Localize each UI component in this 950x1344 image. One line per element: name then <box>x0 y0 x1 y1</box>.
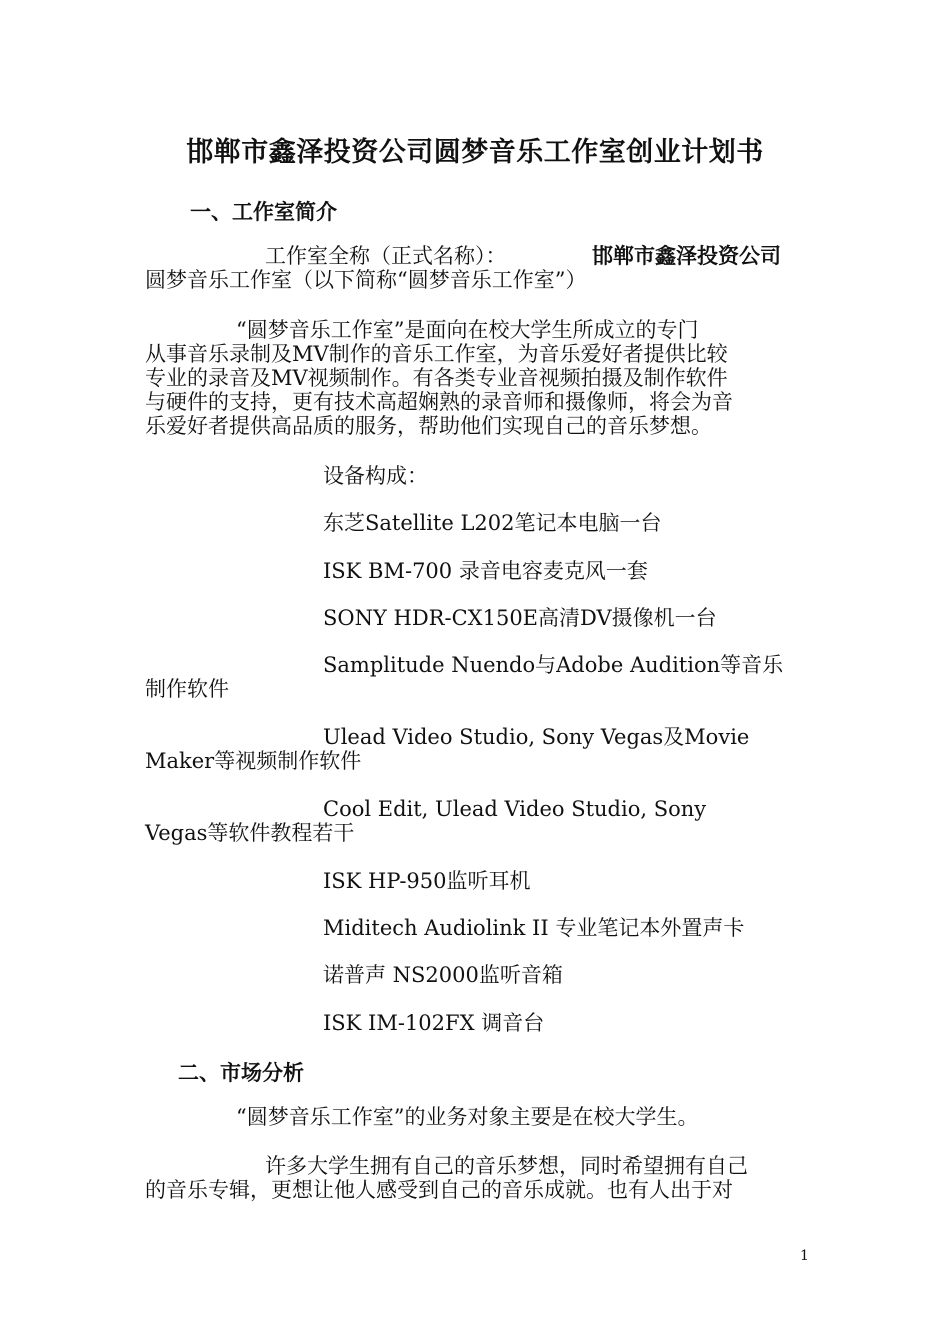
equipment-item-cont: 制作软件 <box>145 677 229 701</box>
equipment-item: Ulead Video Studio, Sony Vegas及Movie <box>323 725 750 749</box>
intro-line: “圆梦音乐工作室”是面向在校大学生所成立的专门 <box>236 318 699 342</box>
equipment-item: Samplitude Nuendo与Adobe Audition等音乐 <box>323 653 784 677</box>
equipment-item: 诺普声 NS2000监听音箱 <box>323 963 563 987</box>
equipment-item: ISK IM-102FX 调音台 <box>323 1011 545 1035</box>
equipment-item: SONY HDR-CX150E高清DV摄像机一台 <box>323 606 717 630</box>
fullname-rest: 圆梦音乐工作室（以下简称“圆梦音乐工作室”） <box>145 268 587 292</box>
equipment-item-cont: Maker等视频制作软件 <box>145 749 362 773</box>
intro-line: 从事音乐录制及MV制作的音乐工作室，为音乐爱好者提供比较 <box>145 342 728 366</box>
intro-line: 乐爱好者提供高品质的服务，帮助他们实现自己的音乐梦想。 <box>145 414 712 438</box>
equipment-item: ISK HP-950监听耳机 <box>323 869 531 893</box>
fullname-label: 工作室全称（正式名称）： <box>265 244 507 268</box>
market-line: 的音乐专辑，更想让他人感受到自己的音乐成就。也有人出于对 <box>145 1178 733 1202</box>
equipment-item: Cool Edit, Ulead Video Studio, Sony <box>323 797 707 821</box>
intro-line: 与硬件的支持，更有技术高超娴熟的录音师和摄像师，将会为音 <box>145 390 733 414</box>
equipment-item: 东芝Satellite L202笔记本电脑一台 <box>323 511 662 535</box>
fullname-company: 邯郸市鑫泽投资公司 <box>592 244 781 268</box>
equipment-label: 设备构成： <box>323 464 428 488</box>
equipment-item: ISK BM-700 录音电容麦克风一套 <box>323 559 648 583</box>
section-heading-intro: 一、工作室简介 <box>190 200 337 224</box>
equipment-item-cont: Vegas等软件教程若干 <box>145 821 355 845</box>
market-line: 许多大学生拥有自己的音乐梦想，同时希望拥有自己 <box>265 1154 748 1178</box>
market-para: “圆梦音乐工作室”的业务对象主要是在校大学生。 <box>236 1105 699 1129</box>
page-number: 1 <box>800 1248 809 1264</box>
intro-line: 专业的录音及MV视频制作。有各类专业音视频拍摄及制作软件 <box>145 366 728 390</box>
document-title: 邯郸市鑫泽投资公司圆梦音乐工作室创业计划书 <box>186 137 764 168</box>
section-heading-market: 二、市场分析 <box>178 1061 304 1085</box>
equipment-item: Miditech Audiolink II 专业笔记本外置声卡 <box>323 916 745 940</box>
